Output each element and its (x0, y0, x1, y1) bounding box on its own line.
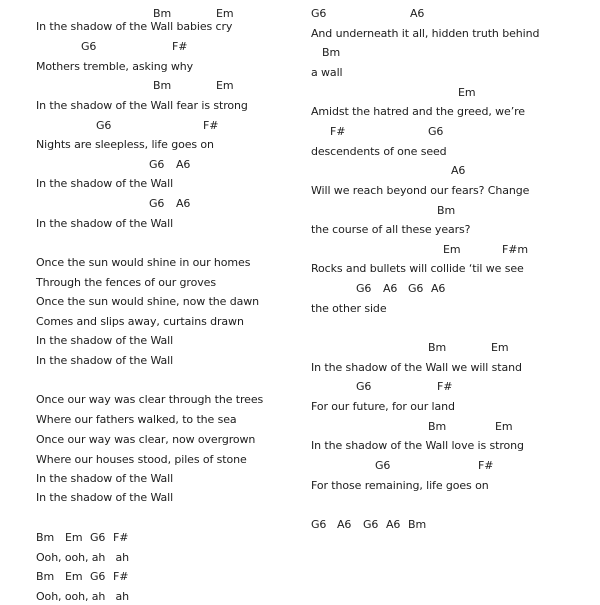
chord-symbol: Em (216, 79, 234, 92)
chord-line (311, 203, 600, 219)
chord-symbol: Em (495, 420, 513, 433)
chord-symbol: A6 (337, 518, 352, 531)
lyric-line: For those remaining, life goes on (311, 479, 489, 492)
chord-symbol: G6 (428, 125, 444, 138)
chord-symbol: Em (65, 531, 83, 544)
lyric-line: Amidst the hatred and the greed, we’re (311, 105, 525, 118)
chord-symbol: Em (458, 86, 476, 99)
chord-symbol: F# (113, 531, 129, 544)
chord-symbol: Em (491, 341, 509, 354)
chord-line (36, 78, 326, 94)
chord-symbol: G6 (408, 282, 424, 295)
chord-symbol: Bm (153, 7, 172, 20)
chord-line (311, 85, 600, 101)
chord-line (36, 569, 326, 585)
lyric-line: In the shadow of the Wall (36, 177, 174, 190)
lyric-line: In the shadow of the Wall (36, 472, 174, 485)
lyric-line: And underneath it all, hidden truth behind (311, 27, 540, 40)
chord-line (311, 517, 600, 533)
chord-line (36, 118, 326, 134)
chord-symbol: A6 (176, 158, 191, 171)
chord-symbol: Bm (36, 570, 55, 583)
chord-symbol: F# (437, 380, 453, 393)
chord-symbol: G6 (96, 119, 112, 132)
chord-line (311, 419, 600, 435)
lyric-line: In the shadow of the Wall (36, 217, 174, 230)
lyric-line: Once the sun would shine, now the dawn (36, 295, 260, 308)
chord-symbol: Bm (428, 341, 447, 354)
lyric-line: Through the fences of our groves (36, 276, 216, 289)
lyric-line: In the shadow of the Wall babies cry (36, 20, 233, 33)
chord-symbol: A6 (383, 282, 398, 295)
chord-line (311, 6, 600, 22)
chord-symbol: G6 (81, 40, 97, 53)
lyric-line: Ooh, ooh, ah ah (36, 551, 129, 564)
chord-line (36, 196, 326, 212)
lyric-line: In the shadow of the Wall we will stand (311, 361, 522, 374)
lyric-line: In the shadow of the Wall (36, 354, 174, 367)
chord-line (311, 340, 600, 356)
chord-line (36, 157, 326, 173)
chord-line (311, 45, 600, 61)
chord-symbol: F#m (502, 243, 528, 256)
chord-line (311, 124, 600, 140)
lyric-line: In the shadow of the Wall (36, 334, 174, 347)
chord-symbol: F# (478, 459, 494, 472)
lyric-line: In the shadow of the Wall love is strong (311, 439, 524, 452)
chord-symbol: F# (330, 125, 346, 138)
lyric-line: Ooh, ooh, ah ah (36, 590, 129, 603)
lyric-line: Once the sun would shine in our homes (36, 256, 251, 269)
chord-symbol: Bm (36, 531, 55, 544)
lyric-line: Once our way was clear through the trees (36, 393, 264, 406)
chord-line (311, 379, 600, 395)
chord-symbol: G6 (311, 7, 327, 20)
chord-line (311, 458, 600, 474)
lyric-line: Will we reach beyond our fears? Change (311, 184, 530, 197)
chord-symbol: Bm (408, 518, 427, 531)
chord-symbol: G6 (311, 518, 327, 531)
chord-symbol: Bm (153, 79, 172, 92)
chord-symbol: G6 (375, 459, 391, 472)
lyric-line: Where our houses stood, piles of stone (36, 453, 247, 466)
lyric-line: In the shadow of the Wall fear is strong (36, 99, 248, 112)
chord-symbol: A6 (410, 7, 425, 20)
right-column (311, 0, 600, 600)
left-column (36, 0, 326, 603)
lyric-line: Once our way was clear, now overgrown (36, 433, 256, 446)
chord-symbol: Bm (322, 46, 341, 59)
chord-symbol: F# (113, 570, 129, 583)
chord-symbol: G6 (356, 380, 372, 393)
chord-symbol: Bm (428, 420, 447, 433)
chord-symbol: Em (443, 243, 461, 256)
chord-symbol: A6 (451, 164, 466, 177)
lyric-line: Nights are sleepless, life goes on (36, 138, 214, 151)
chord-symbol: G6 (90, 531, 106, 544)
lyric-line: descendents of one seed (311, 145, 447, 158)
chord-line (36, 530, 326, 546)
chord-symbol: A6 (431, 282, 446, 295)
lyric-line: In the shadow of the Wall (36, 491, 174, 504)
chord-line (36, 39, 326, 55)
chord-line (311, 163, 600, 179)
lyric-line: Where our fathers walked, to the sea (36, 413, 237, 426)
lyric-line: For our future, for our land (311, 400, 455, 413)
chord-symbol: G6 (363, 518, 379, 531)
chord-symbol: A6 (386, 518, 401, 531)
chord-symbol: F# (203, 119, 219, 132)
chord-symbol: Em (216, 7, 234, 20)
lyric-line: Rocks and bullets will collide ‘til we see (311, 262, 524, 275)
lyric-line: a wall (311, 66, 343, 79)
chord-line (311, 281, 600, 297)
chord-symbol: Bm (437, 204, 456, 217)
chord-symbol: A6 (176, 197, 191, 210)
lyric-line: Mothers tremble, asking why (36, 60, 194, 73)
chord-symbol: G6 (149, 158, 165, 171)
chord-symbol: G6 (90, 570, 106, 583)
chord-symbol: G6 (149, 197, 165, 210)
chord-symbol: G6 (356, 282, 372, 295)
chord-symbol: F# (172, 40, 188, 53)
chord-symbol: Em (65, 570, 83, 583)
lyric-line: Comes and slips away, curtains drawn (36, 315, 244, 328)
chord-line (311, 242, 600, 258)
lyric-line: the other side (311, 302, 387, 315)
lyric-line: the course of all these years? (311, 223, 471, 236)
